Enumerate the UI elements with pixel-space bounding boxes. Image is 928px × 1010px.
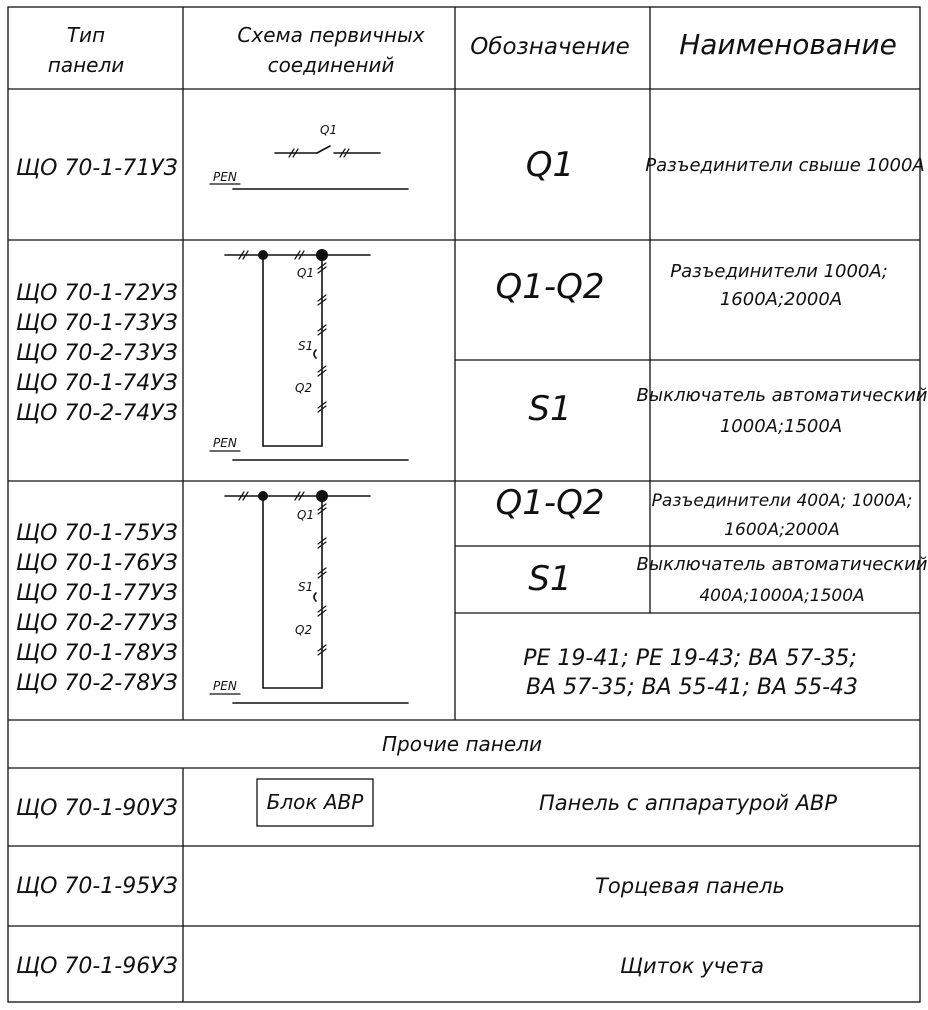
panel-type: ЩО 70-2-78УЗ: [16, 671, 178, 696]
designation: Q1: [525, 145, 575, 185]
q1-label: Q1: [297, 266, 315, 280]
header-scheme-line1: Схема первичных: [237, 23, 425, 47]
panel-type: ЩО 70-1-72УЗ: [16, 281, 178, 306]
panel-type: ЩО 70-1-96УЗ: [16, 954, 178, 979]
primary-scheme-2: [210, 249, 408, 460]
row-1: [16, 123, 925, 189]
panel-type: ЩО 70-1-90УЗ: [16, 796, 178, 821]
pen-label: PEN: [213, 679, 237, 693]
row-2: [16, 249, 928, 460]
primary-scheme-1: [210, 123, 408, 189]
primary-scheme-3: [210, 490, 408, 703]
q1-label: Q1: [320, 123, 338, 137]
panel-type: ЩО 70-1-71УЗ: [16, 156, 178, 181]
s1-label: S1: [298, 580, 314, 594]
name: Панель с аппаратурой АВР: [539, 791, 837, 815]
equipment-note: ВА 57-35; ВА 55-41; ВА 55-43: [526, 675, 858, 700]
name: Торцевая панель: [595, 874, 785, 898]
header-designation: Обозначение: [470, 34, 630, 60]
row-3: [16, 483, 928, 703]
name: Выключатель автоматический: [636, 554, 928, 575]
header-scheme-line2: соединений: [267, 53, 395, 77]
q2-label: Q2: [295, 381, 313, 395]
name: Разъединители 400А; 1000А;: [651, 491, 913, 511]
avr-block-label: Блок АВР: [266, 790, 364, 814]
s1-label: S1: [298, 339, 314, 353]
designation: Q1-Q2: [495, 267, 605, 307]
header-name: Наименование: [679, 28, 897, 61]
panel-type: ЩО 70-1-77УЗ: [16, 581, 178, 606]
pen-label: PEN: [213, 170, 237, 184]
name: Разъединители 1000А;: [670, 261, 888, 282]
name: Щиток учета: [620, 954, 764, 978]
panel-type: ЩО 70-1-74УЗ: [16, 371, 178, 396]
name: 1600А;2000А: [719, 289, 843, 310]
q2-label: Q2: [295, 623, 313, 637]
designation: S1: [528, 389, 572, 429]
other-panels: [16, 732, 837, 979]
equipment-note: РЕ 19-41; РЕ 19-43; ВА 57-35;: [523, 646, 857, 671]
name: 400А;1000А;1500А: [699, 586, 865, 606]
panel-type: ЩО 70-2-77УЗ: [16, 611, 178, 636]
pen-label: PEN: [213, 436, 237, 450]
header-type-line2: панели: [47, 53, 125, 77]
designation: S1: [528, 559, 572, 599]
name: 1000А;1500А: [719, 416, 843, 437]
section-title: Прочие панели: [382, 732, 542, 756]
name: Разъединители свыше 1000А: [645, 155, 925, 176]
panel-type: ЩО 70-1-73УЗ: [16, 311, 178, 336]
header-type-line1: Тип: [66, 23, 106, 47]
name: Выключатель автоматический: [636, 385, 928, 406]
designation: Q1-Q2: [495, 483, 605, 523]
panel-type: ЩО 70-1-95УЗ: [16, 874, 178, 899]
panel-type: ЩО 70-2-74УЗ: [16, 401, 178, 426]
q1-label: Q1: [297, 508, 315, 522]
panel-type: ЩО 70-1-76УЗ: [16, 551, 178, 576]
table-header: [48, 23, 897, 77]
panel-type: ЩО 70-2-73УЗ: [16, 341, 178, 366]
panel-type: ЩО 70-1-75УЗ: [16, 521, 178, 546]
name: 1600А;2000А: [724, 520, 840, 540]
panel-type: ЩО 70-1-78УЗ: [16, 641, 178, 666]
